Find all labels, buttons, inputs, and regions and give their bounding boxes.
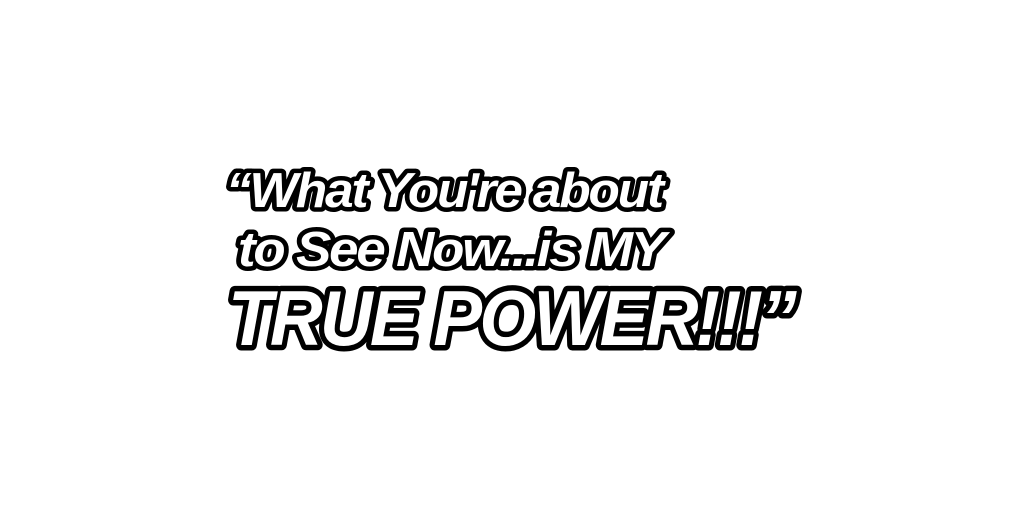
quote-line-1: “What You're about: [226, 164, 666, 218]
quote-line-2: to See Now...is MY: [238, 223, 671, 277]
quote-line-3: TRUE POWER!!!”: [228, 274, 797, 362]
